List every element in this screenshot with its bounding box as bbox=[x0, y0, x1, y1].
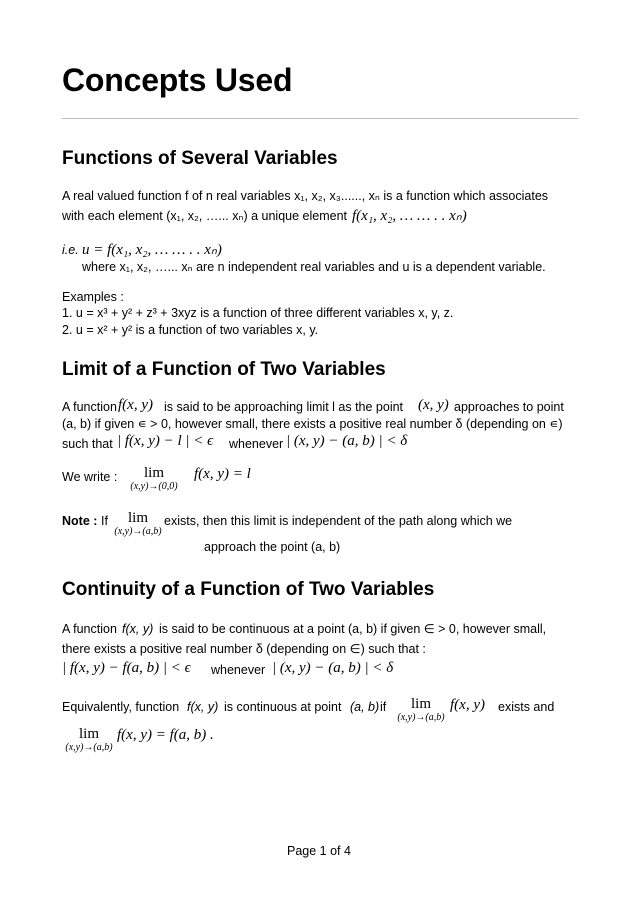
s2-limit-expr: f(x, y) = l bbox=[194, 466, 251, 482]
note-limit-notation bbox=[108, 510, 168, 538]
lim-subscript: (x,y)→(0,0) bbox=[130, 481, 178, 492]
s2-ineq1: | f(x, y) − l | < ϵ bbox=[117, 433, 214, 449]
s3-limit-notation bbox=[391, 696, 451, 724]
section-heading-functions: Functions of Several Variables bbox=[62, 148, 338, 169]
s2-fxy: f(x, y) bbox=[118, 397, 153, 413]
s1-ie-label: i.e. bbox=[62, 243, 79, 257]
s2-line1c: is said to be approaching limit l as the point bbox=[164, 400, 404, 414]
s1-element-formula: f(x₁, x₂, … … . . xₙ) bbox=[352, 208, 467, 224]
section-heading-limit: Limit of a Function of Two Variables bbox=[62, 359, 386, 380]
s2-line3a: such that bbox=[62, 437, 113, 451]
s3-equiv-if: if bbox=[380, 700, 387, 714]
s2-xy: (x, y) bbox=[418, 397, 449, 413]
title-divider bbox=[62, 118, 578, 119]
s2-line1a: A function bbox=[62, 400, 117, 414]
lim-word: lim bbox=[127, 510, 148, 526]
s3-line2: there exists a positive real number δ (depending on ∈) such that : bbox=[62, 642, 426, 656]
s1-line1: A real valued function f of n real variables x₁, x₂, x₃......, xₙ is a function which associates bbox=[62, 189, 549, 203]
note-line2: approach the point (a, b) bbox=[204, 540, 341, 554]
note-rest: exists, then this limit is independent of the path along which we bbox=[164, 514, 513, 528]
lim-subscript: (x,y)→(a,b) bbox=[397, 712, 445, 723]
s3-limit-notation-2 bbox=[59, 726, 119, 754]
lim-subscript: (x,y)→(a,b) bbox=[65, 742, 113, 753]
s3-line1c: is said to be continuous at a point (a, b) if given ∈ > 0, however small, bbox=[159, 622, 547, 636]
s3-ineq2: | (x, y) − (a, b) | < δ bbox=[272, 660, 394, 676]
s1-example-2: 2. u = x² + y² is a function of two variables x, y. bbox=[62, 323, 319, 337]
s1-where: where x₁, x₂, …... xₙ are n independent real variables and u is a dependent variable. bbox=[82, 260, 546, 274]
s3-equiv-a: Equivalently, function bbox=[62, 700, 180, 714]
s3-limit-expr-2: f(x, y) = f(a, b) . bbox=[117, 727, 214, 743]
page-number: Page 1 of 4 bbox=[287, 844, 351, 858]
section-heading-continuity: Continuity of a Function of Two Variables bbox=[62, 579, 435, 600]
s3-fxy: f(x, y) bbox=[122, 622, 154, 636]
lim-word: lim bbox=[410, 696, 431, 712]
s1-ie-formula: u = f(x₁, x₂, … … . . xₙ) bbox=[82, 242, 222, 258]
s2-line1e: approaches to point bbox=[454, 400, 564, 414]
s2-ineq2: | (x, y) − (a, b) | < δ bbox=[286, 433, 408, 449]
lim-word: lim bbox=[143, 465, 164, 481]
s2-line3c: whenever bbox=[229, 437, 284, 451]
s3-equiv-c: is continuous at point bbox=[224, 700, 342, 714]
s2-limit-notation bbox=[124, 465, 184, 493]
s1-example-1: 1. u = x³ + y² + z³ + 3xyz is a function of three different variables x, y, z. bbox=[62, 306, 454, 320]
s3-equiv-ab: (a, b) bbox=[350, 700, 380, 714]
s3-line1a: A function bbox=[62, 622, 117, 636]
s1-examples-label: Examples : bbox=[62, 290, 124, 304]
note-label: Note : bbox=[62, 514, 98, 528]
page-title: Concepts Used bbox=[62, 62, 293, 98]
s2-line2: (a, b) if given ∊ > 0, however small, there exists a positive real number δ (depending on ∊) bbox=[62, 417, 563, 431]
note-if: If bbox=[101, 514, 108, 528]
s3-equiv-f: exists and bbox=[498, 700, 555, 714]
s1-line2a: with each element (x₁, x₂, …... xₙ) a unique element bbox=[62, 209, 348, 223]
s3-ineq1: | f(x, y) − f(a, b) | < ϵ bbox=[62, 660, 191, 676]
s2-we-write: We write : bbox=[62, 470, 118, 484]
s3-limit-expr: f(x, y) bbox=[450, 697, 485, 713]
lim-word: lim bbox=[78, 726, 99, 742]
s3-whenever: whenever bbox=[211, 663, 266, 677]
s3-equiv-fxy: f(x, y) bbox=[187, 700, 219, 714]
lim-subscript: (x,y)→(a,b) bbox=[114, 526, 162, 537]
